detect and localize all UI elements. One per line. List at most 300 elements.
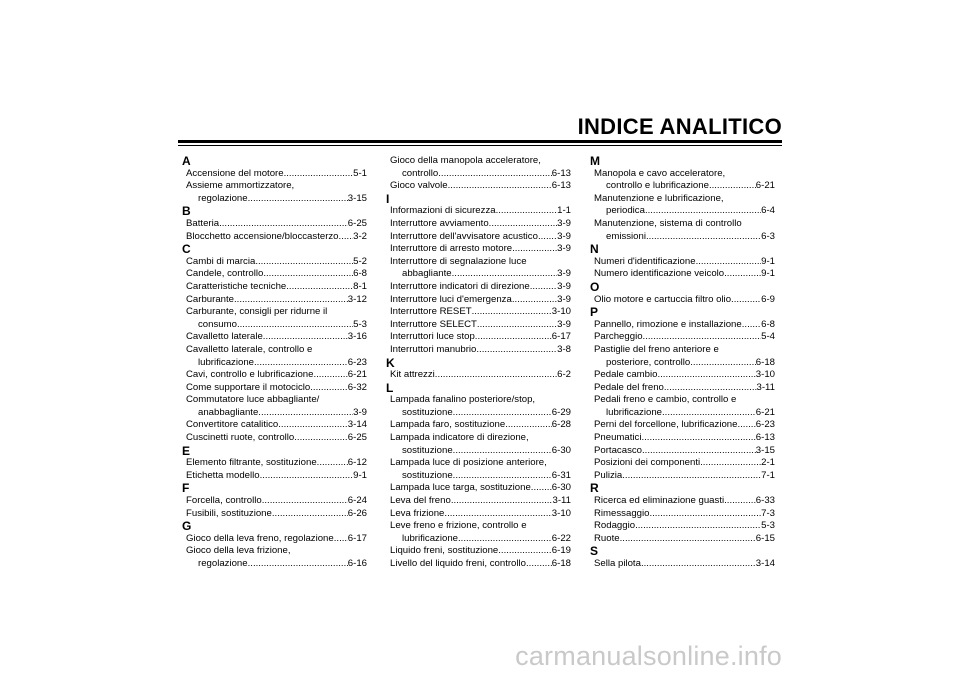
entry-text: Informazioni di sicurezza — [390, 205, 496, 217]
dot-leader — [690, 357, 756, 370]
section-letter: M — [590, 154, 600, 168]
index-entry-line — [594, 231, 775, 244]
index-entry — [386, 218, 571, 231]
index-entry-line — [594, 369, 775, 382]
index-entry-line — [186, 508, 367, 521]
index-entry-line — [390, 294, 571, 307]
index-entry-line — [186, 382, 367, 395]
entry-text: Leva frizione — [390, 507, 445, 519]
index-entry — [182, 382, 367, 395]
section-letter: P — [590, 305, 599, 320]
watermark: carmanualsonline.info — [515, 641, 782, 671]
entry-text: Pedale del freno — [594, 381, 664, 393]
section-letter: R — [590, 481, 599, 496]
section-letter: G — [182, 519, 192, 534]
page-reference: 3-16 — [347, 331, 367, 343]
page-reference: 6-4 — [761, 205, 775, 217]
page-reference: 6-28 — [551, 419, 571, 431]
index-entry — [386, 243, 571, 256]
dot-leader — [317, 457, 348, 470]
page-reference: 7-3 — [761, 507, 775, 519]
index-entry — [590, 470, 775, 483]
entry-text: Lampada indicatore di direzione, — [390, 432, 529, 444]
entry-text: Caratteristiche tecniche — [186, 280, 287, 292]
dot-leader — [263, 331, 348, 344]
index-entry — [182, 231, 367, 244]
index-column-1 — [182, 155, 367, 571]
header-rule-thick — [178, 140, 782, 143]
page-reference: 6-30 — [551, 482, 571, 494]
entry-text: Interruttore dell'avvisatore acustico — [390, 230, 538, 242]
index-entry — [590, 268, 775, 281]
entry-text: emissioni — [606, 230, 646, 242]
entry-text: sostituzione — [402, 444, 453, 456]
index-entry-line — [186, 180, 367, 193]
index-entry — [182, 180, 367, 205]
index-entry-line — [594, 470, 775, 483]
page-reference: 3-9 — [557, 318, 571, 330]
index-entry-line — [186, 218, 367, 231]
index-entry — [182, 470, 367, 483]
entry-text: Lampada faro, sostituzione — [390, 419, 506, 431]
page-reference: 7-1 — [761, 469, 775, 481]
index-entry-line — [186, 294, 367, 307]
dot-leader — [664, 382, 757, 395]
dot-leader — [234, 294, 348, 307]
index-entry-line — [390, 319, 571, 332]
dot-leader — [284, 168, 354, 181]
index-entry-line — [594, 331, 775, 344]
page-reference: 3-11 — [756, 381, 775, 393]
index-entry-line — [594, 394, 775, 407]
entry-text: Candele, controllo — [186, 268, 264, 280]
page-reference: 5-3 — [353, 318, 367, 330]
entry-text: Leva del freno — [390, 495, 451, 507]
dot-leader — [646, 231, 761, 244]
dot-leader — [438, 168, 552, 181]
index-entry — [386, 344, 571, 357]
index-entry-line — [390, 445, 571, 458]
index-entry — [590, 508, 775, 521]
index-entry — [182, 394, 367, 419]
page-reference: 1-1 — [557, 205, 571, 217]
page-reference: 8-1 — [353, 280, 367, 292]
index-entry — [386, 495, 571, 508]
entry-text: sostituzione — [402, 469, 453, 481]
dot-leader — [453, 470, 552, 483]
index-entry — [590, 382, 775, 395]
page-reference: 3-9 — [557, 293, 571, 305]
page-reference: 6-33 — [755, 495, 775, 507]
dot-leader — [435, 369, 557, 382]
index-entry-line — [594, 457, 775, 470]
dot-leader — [334, 533, 348, 546]
index-entry-line — [594, 407, 775, 420]
page-reference: 6-17 — [347, 532, 367, 544]
index-entry-line — [390, 344, 571, 357]
index-entry — [182, 268, 367, 281]
dot-leader — [724, 495, 756, 508]
entry-text: abbagliante — [402, 268, 452, 280]
index-entry — [182, 432, 367, 445]
section-letter: N — [590, 242, 599, 257]
entry-text: Ricerca ed eliminazione guasti — [594, 495, 725, 507]
index-entry — [386, 545, 571, 558]
dot-leader — [472, 306, 552, 319]
section-letter: B — [182, 204, 191, 219]
entry-text: Cavi, controllo e lubrificazione — [186, 369, 314, 381]
page-reference: 9-1 — [761, 255, 775, 267]
page-reference: 6-21 — [755, 180, 775, 192]
index-entry-line — [594, 168, 775, 181]
entry-text: Lampada fanalino posteriore/stop, — [390, 394, 536, 406]
index-entry — [386, 419, 571, 432]
entry-text: Pannello, rimozione e installazione — [594, 318, 742, 330]
entry-text: Carburante, consigli per ridurne il — [186, 306, 328, 318]
dot-leader — [635, 520, 761, 533]
dot-leader — [255, 256, 353, 269]
index-entry-line — [390, 243, 571, 256]
page-reference: 3-11 — [552, 495, 571, 507]
index-entry-line — [186, 419, 367, 432]
index-entry-line — [594, 344, 775, 357]
index-entry-line — [594, 445, 775, 458]
dot-leader — [310, 382, 348, 395]
entry-text: Interruttore indicatori di direzione — [390, 280, 530, 292]
page-reference: 6-12 — [347, 457, 367, 469]
page-reference: 6-24 — [347, 495, 367, 507]
index-entry-line — [594, 205, 775, 218]
dot-leader — [731, 294, 761, 307]
section-letter: A — [182, 154, 191, 168]
index-entry-line — [186, 558, 367, 571]
index-entry — [386, 508, 571, 521]
index-entry — [386, 256, 571, 281]
page-reference: 3-9 — [353, 406, 367, 418]
dot-leader — [452, 268, 558, 281]
page-reference: 6-2 — [557, 369, 571, 381]
section-letter: C — [182, 242, 191, 257]
index-entry-line — [594, 268, 775, 281]
index-entry — [590, 520, 775, 533]
entry-text: Assieme ammortizzatore, — [186, 180, 295, 192]
dot-leader — [263, 268, 353, 281]
index-entry — [590, 331, 775, 344]
entry-text: Cavalletto laterale — [186, 331, 263, 343]
index-entry — [590, 319, 775, 332]
index-entry-line — [186, 331, 367, 344]
dot-leader — [512, 294, 557, 307]
index-entry — [590, 168, 775, 193]
dot-leader — [254, 357, 348, 370]
page-reference: 5-3 — [761, 520, 775, 532]
entry-text: lubrificazione — [402, 532, 458, 544]
index-entry-line — [186, 281, 367, 294]
page-reference: 6-13 — [755, 432, 775, 444]
index-entry — [590, 495, 775, 508]
index-entry — [386, 155, 571, 180]
page-reference: 9-1 — [761, 268, 775, 280]
index-entry-line — [390, 432, 571, 445]
dot-leader — [272, 508, 348, 521]
page-reference: 6-8 — [353, 268, 367, 280]
page-reference: 3-8 — [557, 343, 571, 355]
page-reference: 3-9 — [557, 243, 571, 255]
index-entry-line — [390, 369, 571, 382]
dot-leader — [458, 533, 552, 546]
index-entry — [386, 482, 571, 495]
dot-leader — [262, 495, 348, 508]
page-reference: 3-14 — [347, 419, 367, 431]
dot-leader — [643, 331, 762, 344]
entry-text: Livello del liquido freni, controllo — [390, 558, 526, 569]
index-entry-line — [390, 205, 571, 218]
index-entry-line — [594, 193, 775, 206]
entry-text: regolazione — [198, 192, 248, 204]
index-entry — [590, 394, 775, 419]
entry-text: Come supportare il motociclo — [186, 381, 311, 393]
page-reference: 3-2 — [353, 230, 367, 242]
index-entry-line — [186, 268, 367, 281]
page-reference: 6-32 — [347, 381, 367, 393]
index-entry — [590, 457, 775, 470]
entry-text: Liquido freni, sostituzione — [390, 545, 499, 557]
index-entry — [590, 533, 775, 546]
dot-leader — [258, 407, 353, 420]
dot-leader — [237, 319, 353, 332]
entry-text: Gioco della leva frizione, — [186, 545, 291, 557]
index-entry-line — [594, 319, 775, 332]
dot-leader — [737, 419, 755, 432]
index-entry-line — [390, 268, 571, 281]
index-entry — [182, 256, 367, 269]
dot-leader — [531, 482, 552, 495]
entry-text: Interruttore di segnalazione luce — [390, 255, 527, 267]
dot-leader — [530, 281, 557, 294]
index-entry-line — [390, 545, 571, 558]
entry-text: Manutenzione e lubrificazione, — [594, 192, 724, 204]
page-reference: 6-29 — [551, 406, 571, 418]
dot-leader — [700, 457, 761, 470]
index-entry-line — [594, 419, 775, 432]
index-entry — [386, 457, 571, 482]
dot-leader — [526, 558, 552, 571]
index-entry — [182, 306, 367, 331]
entry-text: Gioco della leva freno, regolazione — [186, 532, 334, 544]
index-column-3 — [590, 155, 775, 571]
section-letter: O — [590, 279, 600, 294]
page-reference: 6-9 — [761, 293, 775, 305]
dot-leader — [662, 407, 756, 420]
dot-leader — [489, 218, 557, 231]
index-entry-line — [594, 432, 775, 445]
index-entry-line — [186, 357, 367, 370]
index-entry — [182, 419, 367, 432]
dot-leader — [477, 319, 557, 332]
section-letter: E — [182, 443, 191, 458]
entry-text: Cavalletto laterale, controllo e — [186, 343, 313, 355]
entry-text: regolazione — [198, 558, 248, 569]
page-reference: 3-15 — [755, 444, 775, 456]
entry-text: Perni del forcellone, lubrificazione — [594, 419, 738, 431]
entry-text: Rimessaggio — [594, 507, 650, 519]
index-entry-line — [390, 168, 571, 181]
index-entry-line — [390, 394, 571, 407]
index-entry — [182, 495, 367, 508]
entry-text: Cuscinetti ruote, controllo — [186, 432, 295, 444]
section-letter: S — [590, 544, 599, 559]
entry-text: Manopola e cavo acceleratore, — [594, 167, 726, 179]
index-entry — [182, 294, 367, 307]
index-entry — [386, 294, 571, 307]
index-entry-line — [186, 256, 367, 269]
page-reference: 6-17 — [551, 331, 571, 343]
index-entry-line — [186, 545, 367, 558]
index-entry-line — [186, 193, 367, 206]
entry-text: Interruttore avviamento — [390, 217, 489, 229]
section-letter: L — [386, 380, 394, 395]
index-entry-line — [594, 520, 775, 533]
index-entry-line — [390, 180, 571, 193]
page-reference: 3-10 — [551, 507, 571, 519]
index-entry-line — [390, 558, 571, 571]
entry-text: Pulizia — [594, 469, 623, 481]
dot-leader — [339, 231, 354, 244]
index-entry — [386, 558, 571, 571]
index-entry-line — [186, 394, 367, 407]
index-entry-line — [594, 558, 775, 571]
index-entry-line — [390, 533, 571, 546]
dot-leader — [498, 545, 552, 558]
entry-text: Batteria — [186, 217, 220, 229]
dot-leader — [219, 218, 348, 231]
page-reference: 3-10 — [755, 369, 775, 381]
index-entry — [182, 533, 367, 546]
index-entry-line — [594, 357, 775, 370]
index-entry-line — [594, 256, 775, 269]
dot-leader — [622, 470, 761, 483]
index-entry-line — [390, 231, 571, 244]
entry-text: consumo — [198, 318, 237, 330]
index-entry — [182, 457, 367, 470]
dot-leader — [248, 193, 348, 206]
page-reference: 3-12 — [347, 293, 367, 305]
index-entry-line — [390, 281, 571, 294]
page-reference: 6-16 — [347, 558, 367, 569]
index-entry — [386, 394, 571, 419]
section-letter: F — [182, 481, 190, 496]
dot-leader — [657, 369, 755, 382]
index-entry-line — [186, 432, 367, 445]
index-entry-line — [390, 482, 571, 495]
index-entry — [386, 369, 571, 382]
entry-text: Numeri d'identificazione — [594, 255, 696, 267]
entry-text: Olio motore e cartuccia filtro olio — [594, 293, 732, 305]
page-reference: 2-1 — [761, 457, 775, 469]
dot-leader — [444, 508, 551, 521]
dot-leader — [620, 533, 756, 546]
dot-leader — [475, 331, 552, 344]
page-reference: 9-1 — [353, 469, 367, 481]
index-entry-line — [594, 382, 775, 395]
entry-text: Carburante — [186, 293, 234, 305]
index-entry — [590, 193, 775, 218]
index-entry — [182, 281, 367, 294]
dot-leader — [453, 407, 552, 420]
index-entry-line — [186, 369, 367, 382]
dot-leader — [313, 369, 347, 382]
dot-leader — [696, 256, 762, 269]
page-title: INDICE ANALITICO — [577, 114, 782, 139]
entry-text: Gioco della manopola acceleratore, — [390, 155, 541, 166]
index-entry — [386, 281, 571, 294]
page-reference: 3-9 — [557, 230, 571, 242]
page-reference: 3-15 — [347, 192, 367, 204]
dot-leader — [496, 205, 558, 218]
dot-leader — [286, 281, 353, 294]
entry-text: Fusibili, sostituzione — [186, 507, 272, 519]
dot-leader — [453, 445, 552, 458]
index-entry-line — [390, 457, 571, 470]
entry-text: Interruttore SELECT — [390, 318, 477, 330]
dot-leader — [476, 344, 557, 357]
dot-leader — [451, 495, 553, 508]
index-entry — [590, 558, 775, 571]
dot-leader — [645, 205, 761, 218]
page-reference: 6-15 — [755, 532, 775, 544]
page-reference: 6-30 — [551, 444, 571, 456]
entry-text: Blocchetto accensione/bloccasterzo — [186, 230, 339, 242]
index-entry-line — [186, 231, 367, 244]
index-entry — [590, 419, 775, 432]
index-entry — [182, 168, 367, 181]
index-entry-line — [390, 470, 571, 483]
index-entry-line — [186, 470, 367, 483]
index-entry-line — [594, 218, 775, 231]
entry-text: Rodaggio — [594, 520, 636, 532]
index-entry — [386, 231, 571, 244]
entry-text: Convertitore catalitico — [186, 419, 279, 431]
page-reference: 6-21 — [755, 406, 775, 418]
entry-text: Interruttore luci d'emergenza — [390, 293, 512, 305]
page-reference: 6-21 — [347, 369, 367, 381]
index-entry — [182, 331, 367, 344]
entry-text: lubrificazione — [198, 356, 254, 368]
entry-text: controllo — [402, 167, 439, 179]
index-entry-line — [594, 294, 775, 307]
dot-leader — [641, 558, 756, 571]
index-entry — [386, 205, 571, 218]
entry-text: Interruttori manubrio — [390, 343, 477, 355]
dot-leader — [641, 432, 755, 445]
entry-text: Pastiglie del freno anteriore e — [594, 343, 719, 355]
index-entry-line — [390, 495, 571, 508]
entry-text: Etichetta modello — [186, 469, 260, 481]
index-entry — [386, 520, 571, 545]
index-entry-line — [390, 407, 571, 420]
dot-leader — [512, 243, 557, 256]
entry-text: periodica — [606, 205, 645, 217]
page-reference: 6-19 — [551, 545, 571, 557]
index-entry — [590, 218, 775, 243]
entry-text: Parcheggio — [594, 331, 643, 343]
header-rule-thin — [178, 145, 782, 146]
entry-text: Interruttore RESET — [390, 306, 472, 318]
index-entry — [386, 306, 571, 319]
index-entry-line — [390, 218, 571, 231]
index-entry — [386, 319, 571, 332]
page-reference: 3-14 — [755, 558, 775, 569]
